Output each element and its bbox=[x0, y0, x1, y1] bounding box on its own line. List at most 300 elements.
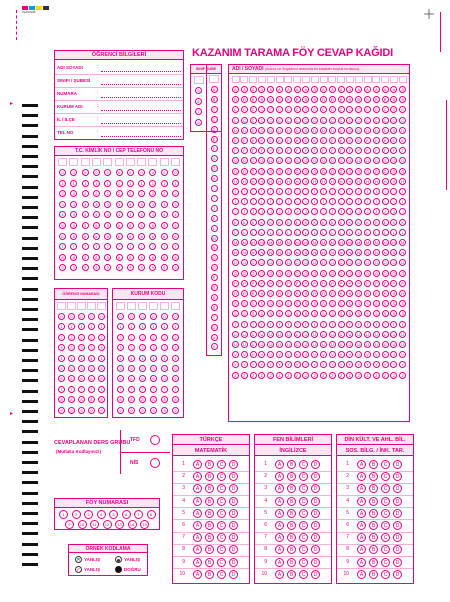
name-letter-bubble[interactable]: V bbox=[232, 351, 239, 358]
digit-bubble[interactable]: 9 bbox=[161, 407, 168, 414]
digit-bubble[interactable]: 9 bbox=[58, 407, 65, 414]
answer-choice-bubble[interactable]: D bbox=[311, 558, 320, 567]
digit-bubble[interactable]: 7 bbox=[128, 386, 135, 393]
name-write-in-cell[interactable] bbox=[320, 76, 328, 83]
name-letter-bubble[interactable]: F bbox=[250, 147, 257, 154]
answer-choice-bubble[interactable]: A bbox=[357, 472, 366, 481]
name-letter-bubble[interactable]: B bbox=[390, 96, 397, 103]
name-letter-bubble[interactable]: E bbox=[258, 137, 265, 144]
write-in-cell[interactable] bbox=[148, 158, 157, 166]
name-letter-bubble[interactable]: H bbox=[311, 178, 318, 185]
name-letter-bubble[interactable]: I bbox=[399, 188, 406, 195]
name-letter-bubble[interactable]: S bbox=[302, 300, 309, 307]
name-letter-bubble[interactable]: T bbox=[373, 321, 380, 328]
name-letter-bubble[interactable]: A bbox=[373, 86, 380, 93]
name-letter-bubble[interactable]: Ğ bbox=[251, 168, 255, 174]
digit-bubble[interactable]: 2 bbox=[70, 190, 77, 197]
name-letter-bubble[interactable]: I bbox=[320, 188, 327, 195]
name-letter-bubble[interactable]: Ç bbox=[329, 117, 336, 124]
answer-choice-bubble[interactable]: C bbox=[381, 570, 390, 579]
digit-bubble[interactable]: 2 bbox=[58, 334, 65, 341]
answer-choice-bubble[interactable]: C bbox=[217, 570, 226, 579]
name-letter-bubble[interactable]: G bbox=[321, 158, 326, 164]
name-letter-bubble[interactable]: A bbox=[276, 86, 283, 93]
name-letter-bubble[interactable]: Ü bbox=[232, 341, 239, 348]
digit-bubble[interactable]: 6 bbox=[78, 375, 85, 382]
name-letter-bubble[interactable]: C bbox=[373, 106, 380, 113]
name-letter-bubble[interactable]: Ü bbox=[311, 341, 318, 348]
name-letter-bubble[interactable]: L bbox=[399, 229, 406, 236]
answer-choice-bubble[interactable]: C bbox=[217, 521, 226, 530]
name-letter-bubble[interactable]: L bbox=[338, 229, 345, 236]
name-letter-bubble[interactable]: T bbox=[329, 321, 336, 328]
name-letter-bubble[interactable]: L bbox=[294, 229, 301, 236]
answer-choice-bubble[interactable]: D bbox=[311, 545, 320, 554]
digit-bubble[interactable]: 2 bbox=[68, 334, 75, 341]
name-letter-bubble[interactable]: H bbox=[329, 178, 336, 185]
name-letter-bubble[interactable]: Y bbox=[373, 361, 380, 368]
name-letter-bubble[interactable]: H bbox=[302, 178, 309, 185]
section-letter-bubble[interactable]: L bbox=[211, 225, 218, 232]
section-letter-bubble[interactable]: E bbox=[211, 136, 218, 143]
answer-choice-bubble[interactable]: A bbox=[357, 497, 366, 506]
digit-bubble[interactable]: 0 bbox=[78, 313, 85, 320]
name-write-in-cell[interactable] bbox=[399, 76, 407, 83]
digit-bubble[interactable]: 1 bbox=[70, 180, 77, 187]
name-letter-bubble[interactable]: H bbox=[285, 178, 292, 185]
digit-bubble[interactable]: 1 bbox=[59, 180, 66, 187]
name-letter-bubble[interactable]: B bbox=[302, 96, 309, 103]
digit-bubble[interactable]: 1 bbox=[172, 180, 179, 187]
name-letter-bubble[interactable]: I bbox=[285, 188, 292, 195]
name-letter-bubble[interactable]: Ç bbox=[390, 117, 397, 124]
write-in-cell[interactable] bbox=[127, 302, 136, 310]
name-write-in-cell[interactable] bbox=[328, 76, 336, 83]
name-letter-bubble[interactable]: U bbox=[346, 331, 353, 338]
name-letter-bubble[interactable]: T bbox=[241, 321, 248, 328]
name-letter-bubble[interactable]: Ç bbox=[294, 117, 301, 124]
digit-bubble[interactable]: 1 bbox=[104, 180, 111, 187]
digit-bubble[interactable]: 2 bbox=[82, 190, 89, 197]
digit-bubble[interactable]: 2 bbox=[93, 190, 100, 197]
class-write-in-cell[interactable] bbox=[194, 76, 204, 84]
name-letter-bubble[interactable]: T bbox=[364, 321, 371, 328]
name-letter-bubble[interactable]: V bbox=[364, 351, 371, 358]
digit-bubble[interactable]: 4 bbox=[98, 355, 105, 362]
digit-bubble[interactable]: 6 bbox=[172, 233, 179, 240]
digit-bubble[interactable]: 9 bbox=[150, 407, 157, 414]
name-letter-bubble[interactable]: L bbox=[311, 229, 318, 236]
name-letter-bubble[interactable]: Ö bbox=[313, 270, 317, 276]
digit-bubble[interactable]: 7 bbox=[117, 386, 124, 393]
digit-bubble[interactable]: 4 bbox=[88, 355, 95, 362]
name-letter-bubble[interactable]: C bbox=[364, 106, 371, 113]
name-letter-bubble[interactable]: G bbox=[304, 158, 308, 164]
name-letter-bubble[interactable]: U bbox=[276, 331, 283, 338]
name-letter-bubble[interactable]: N bbox=[329, 249, 336, 256]
name-letter-bubble[interactable]: M bbox=[392, 240, 396, 245]
name-letter-bubble[interactable]: İ bbox=[311, 198, 318, 205]
answer-choice-bubble[interactable]: D bbox=[229, 533, 238, 542]
name-letter-bubble[interactable]: D bbox=[311, 127, 318, 134]
digit-bubble[interactable]: 6 bbox=[88, 375, 95, 382]
digit-bubble[interactable]: 8 bbox=[82, 254, 89, 261]
name-letter-bubble[interactable]: C bbox=[355, 106, 362, 113]
name-letter-bubble[interactable]: İ bbox=[250, 198, 257, 205]
name-letter-bubble[interactable]: K bbox=[364, 219, 371, 226]
name-write-in-cell[interactable] bbox=[337, 76, 345, 83]
booklet-number-bubble[interactable]: 15 bbox=[140, 520, 149, 529]
name-letter-bubble[interactable]: B bbox=[373, 96, 380, 103]
name-write-in-cell[interactable] bbox=[311, 76, 319, 83]
digit-bubble[interactable]: 9 bbox=[68, 407, 75, 414]
digit-bubble[interactable]: 0 bbox=[70, 169, 77, 176]
name-letter-bubble[interactable]: G bbox=[357, 158, 361, 164]
name-letter-bubble[interactable]: J bbox=[267, 208, 274, 215]
name-letter-bubble[interactable]: N bbox=[302, 249, 309, 256]
name-letter-bubble[interactable]: Ö bbox=[374, 270, 378, 276]
name-letter-bubble[interactable]: V bbox=[346, 351, 353, 358]
name-letter-bubble[interactable]: I bbox=[390, 188, 397, 195]
name-letter-bubble[interactable]: P bbox=[329, 280, 336, 287]
name-letter-bubble[interactable]: R bbox=[355, 290, 362, 297]
name-letter-bubble[interactable]: D bbox=[355, 127, 362, 134]
info-field-input[interactable] bbox=[101, 97, 181, 98]
answer-choice-bubble[interactable]: D bbox=[393, 509, 402, 518]
name-letter-bubble[interactable]: Y bbox=[320, 361, 327, 368]
name-letter-bubble[interactable]: A bbox=[232, 86, 239, 93]
name-letter-bubble[interactable]: A bbox=[346, 86, 353, 93]
name-letter-bubble[interactable]: V bbox=[399, 351, 406, 358]
name-letter-bubble[interactable]: V bbox=[250, 351, 257, 358]
digit-bubble[interactable]: 0 bbox=[172, 313, 179, 320]
name-letter-bubble[interactable]: Ö bbox=[339, 270, 343, 276]
name-letter-bubble[interactable]: M bbox=[339, 240, 343, 245]
answer-choice-bubble[interactable]: A bbox=[193, 545, 202, 554]
digit-bubble[interactable]: 2 bbox=[117, 334, 124, 341]
name-letter-bubble[interactable]: N bbox=[346, 249, 353, 256]
name-letter-bubble[interactable]: C bbox=[346, 106, 353, 113]
name-letter-bubble[interactable]: Ö bbox=[401, 270, 405, 276]
name-write-in-cell[interactable] bbox=[249, 76, 257, 83]
section-letter-bubble[interactable]: Ö bbox=[212, 265, 216, 271]
name-letter-bubble[interactable]: Ğ bbox=[286, 168, 290, 174]
name-letter-bubble[interactable]: O bbox=[321, 260, 326, 266]
name-letter-bubble[interactable]: Ç bbox=[267, 117, 274, 124]
name-letter-bubble[interactable]: Z bbox=[232, 372, 239, 379]
digit-bubble[interactable]: 0 bbox=[149, 169, 156, 176]
name-letter-bubble[interactable]: H bbox=[267, 178, 274, 185]
name-letter-bubble[interactable]: F bbox=[346, 147, 353, 154]
name-letter-bubble[interactable]: T bbox=[320, 321, 327, 328]
name-letter-bubble[interactable]: V bbox=[241, 351, 248, 358]
digit-bubble[interactable]: 0 bbox=[161, 313, 168, 320]
name-letter-bubble[interactable]: K bbox=[285, 219, 292, 226]
name-letter-bubble[interactable]: B bbox=[364, 96, 371, 103]
name-letter-bubble[interactable]: H bbox=[382, 178, 389, 185]
name-letter-bubble[interactable]: D bbox=[338, 127, 345, 134]
name-letter-bubble[interactable]: I bbox=[338, 188, 345, 195]
name-letter-bubble[interactable]: T bbox=[355, 321, 362, 328]
digit-bubble[interactable]: 9 bbox=[70, 264, 77, 271]
answer-choice-bubble[interactable]: B bbox=[205, 460, 214, 469]
answer-choice-bubble[interactable]: B bbox=[287, 533, 296, 542]
name-letter-bubble[interactable]: B bbox=[329, 96, 336, 103]
name-letter-bubble[interactable]: P bbox=[338, 280, 345, 287]
name-letter-bubble[interactable]: Ö bbox=[286, 270, 290, 276]
name-letter-bubble[interactable]: Ç bbox=[285, 117, 292, 124]
booklet-number-bubble[interactable]: 2 bbox=[72, 510, 81, 519]
name-letter-bubble[interactable]: Ü bbox=[250, 341, 257, 348]
name-letter-bubble[interactable]: J bbox=[346, 208, 353, 215]
name-letter-bubble[interactable]: B bbox=[294, 96, 301, 103]
answer-choice-bubble[interactable]: B bbox=[369, 545, 378, 554]
digit-bubble[interactable]: 5 bbox=[149, 222, 156, 229]
name-letter-bubble[interactable]: B bbox=[399, 96, 406, 103]
name-letter-bubble[interactable]: Z bbox=[382, 372, 389, 379]
answer-choice-bubble[interactable]: C bbox=[299, 521, 308, 530]
name-letter-bubble[interactable]: F bbox=[364, 147, 371, 154]
name-letter-bubble[interactable]: S bbox=[338, 300, 345, 307]
name-letter-bubble[interactable]: Z bbox=[373, 372, 380, 379]
answer-choice-bubble[interactable]: A bbox=[357, 484, 366, 493]
digit-bubble[interactable]: 2 bbox=[138, 190, 145, 197]
answer-choice-bubble[interactable]: C bbox=[217, 558, 226, 567]
name-letter-bubble[interactable]: C bbox=[258, 106, 265, 113]
name-letter-bubble[interactable]: V bbox=[373, 351, 380, 358]
name-letter-bubble[interactable]: Ü bbox=[294, 341, 301, 348]
name-letter-bubble[interactable]: G bbox=[233, 158, 238, 164]
name-letter-bubble[interactable]: G bbox=[383, 158, 387, 164]
name-letter-bubble[interactable]: O bbox=[348, 260, 352, 266]
write-in-cell[interactable] bbox=[81, 158, 90, 166]
name-letter-bubble[interactable]: L bbox=[258, 229, 265, 236]
digit-bubble[interactable]: 2 bbox=[172, 334, 179, 341]
write-in-cell[interactable] bbox=[126, 158, 135, 166]
name-letter-bubble[interactable]: K bbox=[320, 219, 327, 226]
name-letter-bubble[interactable]: C bbox=[302, 106, 309, 113]
booklet-number-bubble[interactable]: 3 bbox=[84, 510, 93, 519]
digit-bubble[interactable]: 6 bbox=[116, 233, 123, 240]
name-letter-bubble[interactable]: J bbox=[382, 208, 389, 215]
name-letter-bubble[interactable]: F bbox=[241, 147, 248, 154]
name-letter-bubble[interactable]: D bbox=[285, 127, 292, 134]
answer-choice-bubble[interactable]: C bbox=[299, 472, 308, 481]
answer-choice-bubble[interactable]: A bbox=[275, 521, 284, 530]
answer-choice-bubble[interactable]: C bbox=[217, 533, 226, 542]
answer-choice-bubble[interactable]: C bbox=[217, 509, 226, 518]
name-letter-bubble[interactable]: T bbox=[258, 321, 265, 328]
name-letter-bubble[interactable]: I bbox=[232, 188, 239, 195]
digit-bubble[interactable]: 5 bbox=[138, 222, 145, 229]
name-letter-bubble[interactable]: M bbox=[286, 240, 290, 245]
answer-choice-bubble[interactable]: A bbox=[357, 533, 366, 542]
answer-choice-bubble[interactable]: C bbox=[299, 570, 308, 579]
name-letter-bubble[interactable]: Ö bbox=[242, 270, 246, 276]
name-letter-bubble[interactable]: L bbox=[364, 229, 371, 236]
section-letter-bubble[interactable]: G bbox=[212, 156, 216, 162]
answer-choice-bubble[interactable]: D bbox=[229, 472, 238, 481]
name-letter-bubble[interactable]: I bbox=[329, 188, 336, 195]
digit-bubble[interactable]: 3 bbox=[172, 201, 179, 208]
digit-bubble[interactable]: 8 bbox=[98, 396, 105, 403]
digit-bubble[interactable]: 1 bbox=[68, 323, 75, 330]
answer-choice-bubble[interactable]: D bbox=[393, 472, 402, 481]
digit-bubble[interactable]: 1 bbox=[172, 323, 179, 330]
name-letter-bubble[interactable]: D bbox=[241, 127, 248, 134]
name-letter-bubble[interactable]: M bbox=[242, 240, 246, 245]
digit-bubble[interactable]: 4 bbox=[116, 211, 123, 218]
name-letter-bubble[interactable]: A bbox=[250, 86, 257, 93]
answer-choice-bubble[interactable]: C bbox=[381, 545, 390, 554]
digit-bubble[interactable]: 7 bbox=[70, 243, 77, 250]
write-in-cell[interactable] bbox=[77, 302, 86, 310]
info-field-input[interactable] bbox=[101, 84, 181, 85]
digit-bubble[interactable]: 9 bbox=[82, 264, 89, 271]
section-letter-bubble[interactable]: Ü bbox=[211, 334, 218, 341]
digit-bubble[interactable]: 5 bbox=[139, 365, 146, 372]
digit-bubble[interactable]: 7 bbox=[116, 243, 123, 250]
digit-bubble[interactable]: 1 bbox=[98, 323, 105, 330]
digit-bubble[interactable]: 3 bbox=[58, 344, 65, 351]
name-letter-bubble[interactable]: S bbox=[276, 300, 283, 307]
name-letter-bubble[interactable]: Y bbox=[250, 361, 257, 368]
section-letter-bubble[interactable]: A bbox=[211, 86, 218, 93]
answer-choice-bubble[interactable]: C bbox=[217, 545, 226, 554]
digit-bubble[interactable]: 4 bbox=[68, 355, 75, 362]
digit-bubble[interactable]: 1 bbox=[161, 180, 168, 187]
booklet-number-bubble[interactable]: 1 bbox=[59, 510, 68, 519]
name-letter-bubble[interactable]: U bbox=[373, 331, 380, 338]
digit-bubble[interactable]: 6 bbox=[128, 375, 135, 382]
digit-bubble[interactable]: 3 bbox=[161, 344, 168, 351]
digit-bubble[interactable]: 9 bbox=[104, 264, 111, 271]
name-letter-bubble[interactable]: Ğ bbox=[233, 168, 238, 174]
name-letter-bubble[interactable]: Y bbox=[338, 361, 345, 368]
digit-bubble[interactable]: 2 bbox=[161, 190, 168, 197]
digit-bubble[interactable]: 6 bbox=[68, 375, 75, 382]
name-letter-bubble[interactable]: R bbox=[364, 290, 371, 297]
digit-bubble[interactable]: 0 bbox=[128, 313, 135, 320]
name-letter-bubble[interactable]: Ö bbox=[277, 270, 282, 276]
name-letter-bubble[interactable]: I bbox=[276, 188, 283, 195]
digit-bubble[interactable]: 6 bbox=[161, 375, 168, 382]
name-letter-bubble[interactable]: A bbox=[364, 86, 371, 93]
digit-bubble[interactable]: 5 bbox=[161, 222, 168, 229]
digit-bubble[interactable]: 6 bbox=[98, 375, 105, 382]
name-letter-bubble[interactable]: A bbox=[311, 86, 318, 93]
name-letter-bubble[interactable]: P bbox=[294, 280, 301, 287]
answer-choice-bubble[interactable]: B bbox=[205, 545, 214, 554]
digit-bubble[interactable]: 7 bbox=[172, 243, 179, 250]
name-letter-bubble[interactable]: U bbox=[258, 331, 265, 338]
name-letter-bubble[interactable]: I bbox=[311, 188, 318, 195]
answer-choice-bubble[interactable]: B bbox=[287, 521, 296, 530]
digit-bubble[interactable]: 5 bbox=[172, 365, 179, 372]
digit-bubble[interactable]: 8 bbox=[88, 396, 95, 403]
digit-bubble[interactable]: 0 bbox=[161, 169, 168, 176]
name-letter-bubble[interactable]: Ş bbox=[382, 310, 389, 317]
name-letter-bubble[interactable]: V bbox=[285, 351, 292, 358]
name-letter-bubble[interactable]: Z bbox=[276, 372, 283, 379]
digit-bubble[interactable]: 9 bbox=[127, 264, 134, 271]
name-write-in-cell[interactable] bbox=[364, 76, 372, 83]
digit-bubble[interactable]: 8 bbox=[172, 396, 179, 403]
name-letter-bubble[interactable]: G bbox=[313, 158, 317, 164]
name-letter-bubble[interactable]: H bbox=[232, 178, 239, 185]
answer-choice-bubble[interactable]: C bbox=[217, 497, 226, 506]
digit-bubble[interactable]: 6 bbox=[82, 233, 89, 240]
name-letter-bubble[interactable]: J bbox=[373, 208, 380, 215]
name-letter-bubble[interactable]: E bbox=[320, 137, 327, 144]
name-letter-bubble[interactable]: T bbox=[276, 321, 283, 328]
name-letter-bubble[interactable]: Ş bbox=[338, 310, 345, 317]
name-letter-bubble[interactable]: Ğ bbox=[260, 168, 264, 174]
booklet-number-bubble[interactable]: 11 bbox=[90, 520, 99, 529]
section-letter-bubble[interactable]: R bbox=[211, 284, 218, 291]
name-letter-bubble[interactable]: Ç bbox=[232, 117, 239, 124]
name-letter-bubble[interactable]: P bbox=[276, 280, 283, 287]
digit-bubble[interactable]: 1 bbox=[150, 323, 157, 330]
digit-bubble[interactable]: 3 bbox=[161, 201, 168, 208]
name-letter-bubble[interactable]: S bbox=[382, 300, 389, 307]
name-letter-bubble[interactable]: T bbox=[267, 321, 274, 328]
digit-bubble[interactable]: 2 bbox=[98, 334, 105, 341]
name-letter-bubble[interactable]: O bbox=[304, 260, 308, 266]
answer-choice-bubble[interactable]: C bbox=[381, 472, 390, 481]
answer-choice-bubble[interactable]: A bbox=[193, 460, 202, 469]
name-write-in-cell[interactable] bbox=[284, 76, 292, 83]
name-letter-bubble[interactable]: Ş bbox=[232, 310, 239, 317]
name-letter-bubble[interactable]: G bbox=[348, 158, 352, 164]
name-letter-bubble[interactable]: B bbox=[258, 96, 265, 103]
answer-choice-bubble[interactable]: A bbox=[275, 484, 284, 493]
name-letter-bubble[interactable]: Y bbox=[311, 361, 318, 368]
name-letter-bubble[interactable]: İ bbox=[382, 198, 389, 205]
digit-bubble[interactable]: 7 bbox=[172, 386, 179, 393]
name-letter-bubble[interactable]: D bbox=[276, 127, 283, 134]
name-letter-bubble[interactable]: İ bbox=[258, 198, 265, 205]
name-letter-bubble[interactable]: S bbox=[373, 300, 380, 307]
name-letter-bubble[interactable]: Ğ bbox=[348, 168, 352, 174]
digit-bubble[interactable]: 1 bbox=[82, 180, 89, 187]
name-letter-bubble[interactable]: M bbox=[357, 240, 361, 245]
name-letter-bubble[interactable]: D bbox=[320, 127, 327, 134]
digit-bubble[interactable]: 9 bbox=[93, 264, 100, 271]
name-letter-bubble[interactable]: U bbox=[329, 331, 336, 338]
booklet-number-bubble[interactable]: 10 bbox=[78, 520, 87, 529]
name-letter-bubble[interactable]: J bbox=[390, 208, 397, 215]
name-letter-bubble[interactable]: M bbox=[277, 240, 282, 245]
name-letter-bubble[interactable]: U bbox=[338, 331, 345, 338]
name-letter-bubble[interactable]: İ bbox=[355, 198, 362, 205]
name-letter-bubble[interactable]: O bbox=[392, 260, 396, 266]
digit-bubble[interactable]: 5 bbox=[98, 365, 105, 372]
name-letter-bubble[interactable]: G bbox=[286, 158, 290, 164]
name-letter-bubble[interactable]: B bbox=[232, 96, 239, 103]
name-letter-bubble[interactable]: Ç bbox=[399, 117, 406, 124]
name-letter-bubble[interactable]: V bbox=[329, 351, 336, 358]
name-letter-bubble[interactable]: S bbox=[355, 300, 362, 307]
answer-choice-bubble[interactable]: D bbox=[311, 570, 320, 579]
digit-bubble[interactable]: 4 bbox=[58, 355, 65, 362]
write-in-cell[interactable] bbox=[115, 158, 124, 166]
digit-bubble[interactable]: 8 bbox=[172, 254, 179, 261]
name-letter-bubble[interactable]: Ğ bbox=[365, 168, 370, 174]
name-letter-bubble[interactable]: E bbox=[338, 137, 345, 144]
name-letter-bubble[interactable]: Ş bbox=[399, 310, 406, 317]
digit-bubble[interactable]: 6 bbox=[58, 375, 65, 382]
